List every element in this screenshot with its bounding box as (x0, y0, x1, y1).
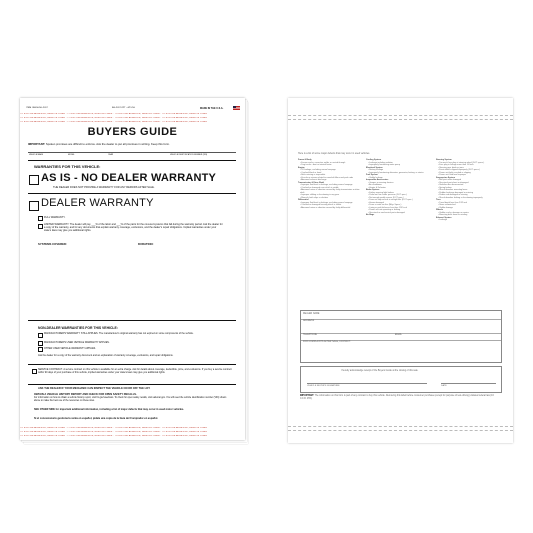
defect-item: • Structural or mechanical parts damaged (368, 211, 405, 214)
defect-item: • Lining or pad thickness less than 1/32 inch (368, 206, 407, 209)
col-vin: VEHICLE IDENTIFICATION NUMBER (VIN) (170, 154, 208, 156)
defect-section-heading: Differential (298, 199, 309, 201)
email-label: EMAIL (395, 334, 402, 336)
limited-warranty-checkbox[interactable] (38, 224, 43, 229)
defect-item: • Structural parts bent or damaged (438, 181, 469, 184)
nd-item2-checkbox[interactable] (38, 341, 43, 346)
limited-warranty-text: LIMITED WARRANTY. The dealer will pay ___% of the labor and ___% of the parts for the covered systems that fail during the warranty period. Ask the dealer for a copy of the warranty, and for any documents that explain warranty coverage, exclusions, and the dealer's repair obligations. Implied warranties under your state's laws may give you additional rights. (44, 223, 223, 233)
acknowledgment-box (300, 366, 502, 393)
spanish-note: Si el concesionario gestiona la venta en español, pídale una copia de la Guía del Comprador en español. (34, 417, 159, 420)
warranties-heading: WARRANTIES FOR THIS VEHICLE: (34, 164, 101, 169)
page-title: BUYERS GUIDE (87, 126, 178, 138)
important-note (28, 143, 238, 147)
adhesive-strip-top-3: TO EXPOSE ADHESIVE, REMOVE LINER · TO EXPOSE ADHESIVE, REMOVE LINER · TO EXPOSE ADHESIVE, REMOVE LINER · TO EXPOSE ADHESIVE, REMOVE LINER (20, 121, 208, 123)
adhesive-strip-bottom-3: TO EXPOSE ADHESIVE, REMOVE LINER · TO EXPOSE ADHESIVE, REMOVE LINER · TO EXPOSE ADHESIVE, REMOVE LINER · TO EXPOSE ADHESIVE, REMOVE LINER (20, 435, 208, 437)
defect-item: • Gauges or warning devices (368, 181, 394, 184)
defect-item: • Pedal not firm under pressure (DOT spec.) (368, 194, 408, 196)
col-make: VEHICLE MAKE (29, 154, 43, 156)
dealer-line-1 (301, 319, 501, 320)
defect-item: • Rubber bushings damaged or missing (438, 191, 473, 194)
dealer-name-label: DEALER NAME (303, 313, 320, 315)
inspect-heading: ASK THE DEALER IF YOUR MECHANIC CAN INSPECT THE VEHICLE ON OR OFF THE LOT. (38, 387, 151, 390)
buyers-guide-back-page (288, 98, 513, 443)
acknowledge-text: I hereby acknowledge receipt of the Buyers Guide at the closing of this sale. (341, 370, 419, 372)
perforation-bottom-2 (288, 430, 513, 431)
defect-item: • Dog tracks—bent or twisted frame (300, 164, 332, 166)
defect-section-heading: Frame & Body (298, 159, 312, 161)
back-important-label: IMPORTANT: (300, 395, 314, 397)
defect-section-heading: Wheels (436, 209, 444, 211)
defect-item: • Abnormal noise or vibration caused by faulty differential (300, 206, 351, 209)
nd-note: Ask the dealer for a copy of the warranty document and an explanation of warranty coverage, exclusions, and repair obligations. (38, 354, 174, 357)
made-in-label: MADE IN THE U.S.A. (200, 107, 224, 110)
defect-item: • Free play in linkage more than 1/4 inch (438, 164, 474, 166)
dealer-info-box (300, 310, 502, 363)
defects-column-2 (366, 159, 430, 217)
defect-item: • Frame-cracks, corrective welds, or rusted through (300, 161, 346, 164)
defect-item: • Leakage (438, 219, 447, 221)
defect-item: • Improperly functioning alternator, generator, battery, or starter (368, 171, 424, 174)
defect-item: • Visible damage (438, 206, 453, 209)
section-rule-5 (28, 384, 236, 385)
defect-item: • Improperly functioning water pump (368, 164, 400, 166)
perforation-bottom-1 (288, 426, 513, 427)
defect-section-heading: Cooling System (366, 159, 382, 161)
col-model: MODEL (68, 154, 75, 156)
defect-item: • Heater & Defroster (368, 186, 386, 189)
complaints-label: FOR COMPLAINTS AFTER SALE, CONTACT: (303, 341, 351, 343)
service-contract-checkbox[interactable] (32, 369, 37, 374)
defect-item: • Visible leakage (368, 176, 383, 179)
systems-covered-label: SYSTEMS COVERED: (38, 242, 67, 246)
defect-item: • Power unit fluid level improper (438, 174, 467, 176)
defect-item: • Drum or rotor too thin (Mfgr. Specs.) (368, 204, 402, 206)
defect-item: • Power unit not operating or leaking (368, 209, 401, 211)
nd-item2-text: MANUFACTURER'S USED VEHICLE WARRANTY APPLIES. (44, 341, 110, 344)
section-rule-3 (28, 320, 236, 321)
full-warranty-label: FULL WARRANTY. (44, 216, 66, 219)
nd-item1-text: MANUFACTURER'S WARRANTY STILL APPLIES. The manufacturer's original warranty has not expired on some components of the vehicle. (44, 332, 194, 335)
date-line[interactable] (441, 383, 496, 384)
defect-item: • Spring broken (438, 186, 452, 189)
adhesive-strip-top-1: TO EXPOSE ADHESIVE, REMOVE LINER · TO EXPOSE ADHESIVE, REMOVE LINER · TO EXPOSE ADHESIVE, REMOVE LINER · TO EXPOSE ADHESIVE, REMOVE LINER (20, 113, 208, 115)
defect-section-heading: Tires (436, 199, 441, 201)
see-other-side: SEE OTHER SIDE for important additional information, including a list of major defects that may occur in used motor vehicles. (34, 408, 185, 411)
defect-item: • Failure warning light broken (368, 191, 394, 194)
defect-item: • Visible cracks, damage or repairs (438, 211, 469, 214)
history-heading: OBTAIN A VEHICLE HISTORY REPORT AND CHECK FOR OPEN SAFETY RECALLS. (34, 393, 137, 396)
defect-item: • Tread depth less than 2/32 inch (438, 201, 468, 204)
date-label: DATE (441, 385, 447, 387)
nd-item1-checkbox[interactable] (38, 333, 43, 338)
defect-section-heading: Air Bags (366, 214, 375, 216)
defect-item: • Hoses damaged (368, 201, 384, 204)
defect-section-heading: Suspension System (436, 176, 456, 179)
defect-item: • Shock absorber mounting loose (438, 189, 468, 191)
adhesive-strip-top-2: TO EXPOSE ADHESIVE, REMOVE LINER · TO EXPOSE ADHESIVE, REMOVE LINER · TO EXPOSE ADHESIVE, REMOVE LINER · TO EXPOSE ADHESIVE, REMOVE LINER (20, 117, 208, 119)
form-code-left: ITEM #BG50-NL-2017 (26, 107, 48, 109)
defect-item: • Oil leakage, excluding normal seepage (300, 169, 336, 171)
defect-item: • Mounting bolts loose or missing (438, 214, 468, 216)
defect-item: • Leakage including radiator (368, 161, 393, 164)
non-dealer-heading: NON-DEALER WARRANTIES FOR THIS VEHICLE: (38, 326, 118, 330)
full-warranty-checkbox[interactable] (38, 216, 43, 221)
defect-item: • Not enough pedal reserve (DOT spec.) (368, 196, 404, 199)
defect-item: • Improper fluid level or leakage, excluding normal seepage (300, 184, 353, 186)
defect-item: • Abnormal exhaust discharge (300, 179, 327, 181)
defect-item: • Too much free play at steering wheel (DOT specs.) (438, 161, 485, 164)
defect-item: • Power unit belts cracked or slipping (438, 171, 471, 174)
dealer-warranty-checkbox[interactable] (29, 201, 39, 211)
vehicle-info-line (28, 152, 236, 153)
signature-label: VEHICLE BUYER'S SIGNATURE (307, 385, 340, 387)
defect-item: • Battery leakage (368, 169, 384, 171)
defect-item: • Belts missing or inoperable (300, 174, 326, 176)
defect-item: • Ball joint seals damaged (438, 179, 461, 181)
form-code-mid: BG-2017-2PT - 4/15 NL (112, 107, 136, 109)
defect-item: • Steering gear binds or jams (438, 166, 464, 169)
defect-section-heading: Engine (298, 166, 305, 169)
adhesive-strip-bottom-2: TO EXPOSE ADHESIVE, REMOVE LINER · TO EXPOSE ADHESIVE, REMOVE LINER · TO EXPOSE ADHESIVE, REMOVE LINER · TO EXPOSE ADHESIVE, REMOVE LINER (20, 431, 208, 433)
defect-item: • Cracked or damaged housing which is visible (300, 204, 342, 206)
as-is-checkbox[interactable] (29, 175, 39, 185)
flag-icon (233, 106, 240, 110)
defect-item: • Does not stop vehicle in straight line (DOT spec.) (368, 199, 413, 201)
defects-intro: Here is a list of some major defects that may occur in used vehicles. (298, 152, 371, 155)
history-text: For information on how to obtain a vehicle history report, visit ftc.gov/usedcars. To check for open safety recalls, visit safercar.gov. You will need the vehicle identification number (VIN) shown above to make the best use of the resources on these sites. (34, 397, 227, 402)
important-label: IMPORTANT: (28, 142, 46, 146)
col-year: YEAR (108, 154, 114, 156)
perforation-top-2 (288, 119, 513, 120)
defect-item: • Improper shifting or functioning in any gear (300, 194, 340, 196)
defect-item: • Shock absorber leaking or functioning improperly (438, 196, 483, 199)
defect-item: • Manual clutch slips or chatters (300, 196, 329, 199)
duration-label: DURATION: (138, 242, 154, 246)
back-important-note (300, 395, 500, 401)
defect-section-heading: Electrical System (366, 166, 383, 169)
back-important-text: The information on this form is part of any contract to buy this vehicle. Removing this label before consumer purchase (except for purpose of test-driving) violates federal law (16 C.F.R. 455). (300, 395, 494, 400)
defect-item: • Abnormal noise or vibration caused by faulty transmission or drive shaft (300, 189, 360, 194)
section-rule-1 (28, 160, 236, 161)
defect-item: • Knocks or misses related to camshaft lifters and push rods (300, 176, 354, 179)
defect-item: • Sizes mismatched (438, 204, 456, 206)
as-is-text: THE DEALER DOES NOT PROVIDE A WARRANTY FOR ANY REPAIRS AFTER SALE. (53, 186, 155, 189)
service-contract-text: SERVICE CONTRACT. A service contract on this vehicle is available for an extra charge. Ask for details about coverage, deductible, price, and exclusions. If you buy a service contract within 90 days of your purchase of this vehicle, implied warranties under your state's laws may give you additional rights. (38, 368, 232, 375)
defect-section-heading: Steering System (436, 159, 452, 161)
section-rule-2 (28, 193, 236, 194)
defect-section-heading: Fuel System (366, 174, 378, 176)
defect-item: • Stabilizer bar disconnected (438, 184, 464, 186)
defect-item: • Improper fluid level or leakage, excluding normal seepage (300, 201, 353, 204)
defect-item: • Cracked block or head (300, 171, 322, 174)
section-rule-4 (28, 364, 236, 365)
defect-item: • Front wheels aligned improperly (DOT specs.) (438, 169, 481, 171)
telephone-label: TELEPHONE (303, 334, 317, 336)
dealer-warranty-title: DEALER WARRANTY (41, 197, 154, 209)
nd-item3-text: OTHER USED VEHICLE WARRANTY APPLIES. (44, 347, 96, 350)
defect-section-heading: Brake System (366, 189, 380, 191)
defects-column-3 (436, 159, 502, 222)
important-text: Spoken promises are difficult to enforce. Ask the dealer to put all promises in writing. Keep this form. (45, 142, 170, 146)
adhesive-strip-bottom-1: TO EXPOSE ADHESIVE, REMOVE LINER · TO EXPOSE ADHESIVE, REMOVE LINER · TO EXPOSE ADHESIVE, REMOVE LINER · TO EXPOSE ADHESIVE, REMOVE LINER (20, 427, 208, 429)
defect-item: • Cracked or damaged case which is visible (300, 186, 339, 189)
as-is-title: AS IS - NO DEALER WARRANTY (41, 172, 217, 184)
defect-section-heading: Transmission & Drive Shaft (298, 181, 325, 184)
defect-item: • Radius rod damaged or missing (438, 194, 468, 196)
defect-section-heading: Inoperable Accessories (366, 179, 389, 181)
address-label: ADDRESS (303, 320, 315, 322)
defects-column-1 (298, 159, 360, 209)
perforation-top-1 (288, 115, 513, 116)
buyers-guide-front-page (20, 98, 245, 440)
signature-line[interactable] (307, 383, 427, 384)
defect-item: • Air conditioner (368, 184, 382, 186)
defect-section-heading: Exhaust System (436, 216, 452, 219)
nd-item3-checkbox[interactable] (38, 347, 43, 352)
